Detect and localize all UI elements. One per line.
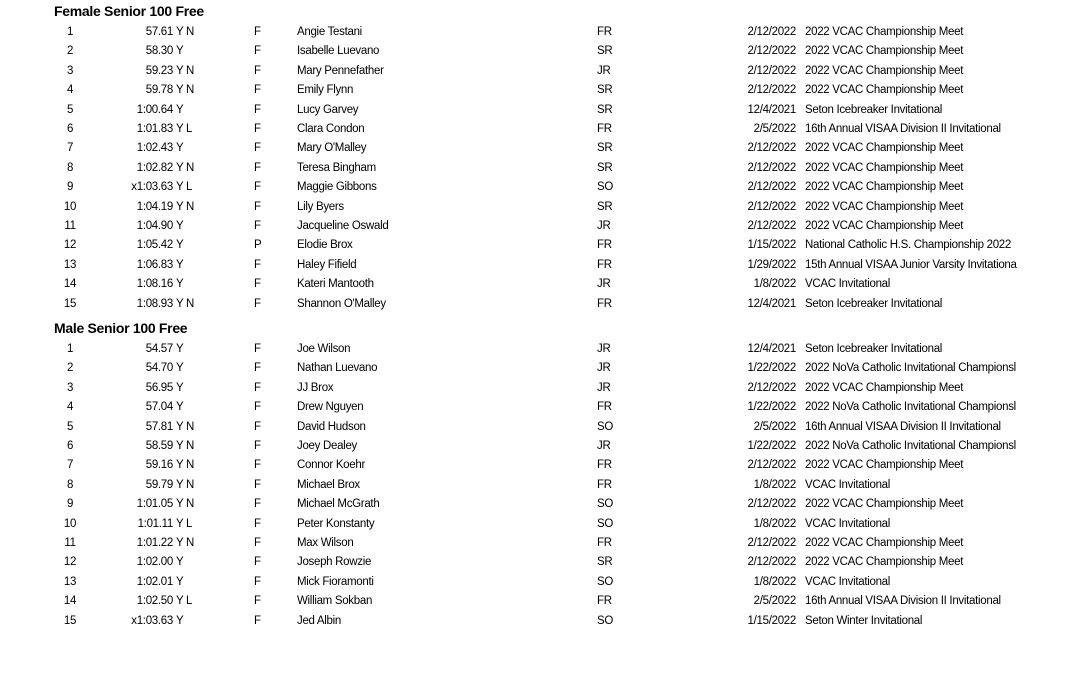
meet-name: 2022 VCAC Championship Meet	[805, 537, 964, 549]
swimmer-name: Isabelle Luevano	[297, 45, 380, 58]
result-place: 12	[63, 556, 77, 569]
result-time: 1:02.00	[136, 556, 173, 569]
swimmer-name: Connor Koehr	[297, 459, 365, 472]
class-year: SR	[597, 142, 613, 155]
result-course: F	[254, 362, 261, 375]
result-flags: Y N	[176, 478, 195, 491]
result-flags: Y	[176, 258, 184, 271]
class-year: JR	[597, 343, 611, 355]
meet-name: 16th Annual VISAA Division II Invitational	[805, 420, 1001, 433]
result-course: F	[254, 420, 261, 433]
table-row	[0, 295, 1080, 314]
result-course: F	[254, 381, 261, 394]
table-row	[0, 275, 1080, 294]
result-time: 1:02.01	[136, 575, 173, 588]
result-flags: Y N	[176, 64, 195, 77]
swimmer-name: JJ Brox	[297, 381, 334, 394]
table-row	[0, 476, 1080, 495]
swimmer-name: Michael McGrath	[297, 498, 380, 511]
result-flags: Y N	[176, 420, 195, 433]
swimmer-name: Mary Pennefather	[297, 64, 384, 77]
result-time: 1:08.16	[136, 278, 173, 291]
result-place: 2	[66, 45, 74, 58]
class-year: SO	[597, 614, 614, 627]
result-flags: Y N	[176, 537, 195, 549]
result-course: F	[254, 498, 261, 511]
meet-date: 2/12/2022	[747, 181, 796, 194]
table-row	[0, 534, 1080, 553]
result-course: F	[254, 297, 261, 310]
meet-date: 1/8/2022	[753, 478, 796, 491]
result-place: 7	[66, 459, 74, 472]
meet-date: 2/12/2022	[747, 220, 796, 232]
result-place: 6	[66, 123, 74, 135]
meet-name: Seton Icebreaker Invitational	[805, 103, 943, 116]
swimmer-name: Peter Konstanty	[297, 517, 375, 530]
meet-name: 15th Annual VISAA Junior Varsity Invitationa	[805, 258, 1017, 271]
class-year: SR	[597, 45, 613, 58]
meet-date: 12/4/2021	[747, 297, 796, 310]
meet-date: 2/12/2022	[747, 84, 796, 97]
meet-date: 2/5/2022	[753, 595, 796, 608]
meet-name: 2022 VCAC Championship Meet	[805, 381, 964, 394]
table-row	[0, 359, 1080, 378]
result-flags: Y L	[176, 181, 193, 194]
result-place: 14	[63, 278, 77, 291]
section-title-female-senior-100-free: Female Senior 100 Free	[54, 3, 204, 19]
swimmer-name: Mick Fioramonti	[297, 575, 374, 588]
table-row	[0, 178, 1080, 197]
table-row	[0, 236, 1080, 255]
result-place: 7	[66, 142, 74, 155]
result-place: 8	[66, 161, 74, 174]
class-year: SO	[597, 420, 614, 433]
result-flags: Y	[176, 614, 184, 627]
result-course: F	[254, 614, 261, 627]
result-flags: Y	[176, 220, 184, 232]
result-time: 1:01.83	[136, 123, 173, 135]
swimmer-name: Lily Byers	[297, 200, 344, 213]
swimmer-name: Shannon O'Malley	[297, 297, 386, 310]
result-place: 11	[64, 537, 76, 549]
result-place: 3	[66, 64, 74, 77]
class-year: SO	[597, 575, 614, 588]
class-year: SR	[597, 161, 613, 174]
result-place: 10	[63, 200, 77, 213]
result-place: 10	[63, 517, 77, 530]
meet-name: Seton Winter Invitational	[805, 614, 923, 627]
table-row	[0, 139, 1080, 158]
meet-date: 1/8/2022	[753, 575, 796, 588]
class-year: SR	[597, 556, 613, 569]
result-time: 1:01.22	[136, 537, 173, 549]
result-course: F	[254, 575, 261, 588]
result-time: 59.23	[145, 64, 173, 77]
result-place: 3	[66, 381, 74, 394]
result-flags: Y	[176, 575, 184, 588]
meet-date: 2/12/2022	[747, 45, 796, 58]
meet-date: 2/12/2022	[747, 200, 796, 213]
result-flags: Y N	[176, 26, 195, 38]
result-time: 58.30	[145, 45, 173, 58]
table-row	[0, 456, 1080, 475]
result-flags: Y	[176, 239, 184, 252]
swimmer-name: Joe Wilson	[297, 343, 351, 355]
result-time: 1:01.05	[136, 498, 173, 511]
result-course: F	[254, 478, 261, 491]
result-place: 13	[63, 258, 77, 271]
result-place: 9	[66, 181, 74, 194]
meet-date: 1/29/2022	[747, 258, 796, 271]
result-time: 54.70	[145, 362, 173, 375]
meet-date: 12/4/2021	[747, 103, 796, 116]
result-flags: Y	[176, 278, 184, 291]
result-time: 57.81	[145, 420, 173, 433]
class-year: FR	[597, 258, 612, 271]
result-place: 2	[66, 362, 74, 375]
table-row	[0, 495, 1080, 514]
swimmer-name: William Sokban	[297, 595, 373, 608]
result-time: 58.59	[145, 440, 173, 452]
meet-date: 2/12/2022	[747, 161, 796, 174]
swimmer-name: Angie Testani	[297, 26, 362, 38]
result-course: F	[254, 401, 261, 414]
result-course: F	[254, 181, 261, 194]
class-year: FR	[597, 297, 612, 310]
swimmer-name: Nathan Luevano	[297, 362, 378, 375]
class-year: JR	[597, 362, 611, 375]
meet-name: 2022 VCAC Championship Meet	[805, 200, 964, 213]
meet-date: 2/5/2022	[753, 123, 796, 135]
result-place: 9	[66, 498, 74, 511]
table-row	[0, 418, 1080, 437]
meet-name: VCAC Invitational	[805, 478, 891, 491]
meet-name: 2022 NoVa Catholic Invitational Championsl	[805, 401, 1016, 414]
meet-date: 2/12/2022	[747, 26, 796, 38]
result-flags: Y	[176, 45, 184, 58]
meet-name: 2022 VCAC Championship Meet	[805, 181, 964, 194]
result-time: 1:05.42	[136, 239, 173, 252]
meet-name: VCAC Invitational	[805, 278, 891, 291]
swimmer-name: Lucy Garvey	[297, 103, 359, 116]
table-row	[0, 612, 1080, 631]
result-flags: Y N	[176, 84, 195, 97]
meet-name: VCAC Invitational	[805, 517, 891, 530]
table-row	[0, 101, 1080, 120]
meet-date: 1/22/2022	[747, 440, 796, 452]
result-time: 59.79	[145, 478, 173, 491]
result-time: 1:02.50	[136, 595, 173, 608]
meet-date: 1/8/2022	[753, 278, 796, 291]
table-row	[0, 62, 1080, 81]
section-title-male-senior-100-free: Male Senior 100 Free	[54, 320, 188, 336]
result-place: 4	[66, 401, 74, 414]
table-row	[0, 81, 1080, 100]
class-year: JR	[597, 64, 611, 77]
meet-date: 2/12/2022	[747, 459, 796, 472]
meet-name: 16th Annual VISAA Division II Invitational	[805, 123, 1001, 135]
result-course: F	[254, 537, 261, 549]
result-time: 1:01.11	[137, 517, 173, 530]
result-time: x1:03.63	[131, 181, 173, 194]
class-year: SR	[597, 84, 613, 97]
result-flags: Y	[176, 381, 184, 394]
swimmer-name: Jed Albin	[297, 614, 341, 627]
meet-name: 2022 VCAC Championship Meet	[805, 64, 964, 77]
class-year: SR	[597, 200, 613, 213]
class-year: SR	[597, 103, 613, 116]
class-year: FR	[597, 239, 612, 252]
swimmer-name: Clara Condon	[297, 123, 365, 135]
result-course: F	[254, 64, 261, 77]
result-time: 1:08.93	[136, 297, 173, 310]
result-flags: Y	[176, 401, 184, 414]
swimmer-name: Joseph Rowzie	[297, 556, 372, 569]
table-row	[0, 379, 1080, 398]
result-flags: Y N	[176, 297, 195, 310]
result-place: 8	[66, 478, 74, 491]
result-course: F	[254, 258, 261, 271]
class-year: FR	[597, 401, 612, 414]
result-course: F	[254, 45, 261, 58]
meet-date: 1/15/2022	[747, 239, 796, 252]
table-row	[0, 120, 1080, 139]
swimmer-name: Haley Fifield	[297, 258, 357, 271]
result-place: 1	[66, 26, 74, 38]
result-place: 5	[66, 103, 74, 116]
table-row	[0, 398, 1080, 417]
result-course: F	[254, 278, 261, 291]
class-year: SO	[597, 498, 614, 511]
result-flags: Y	[176, 556, 184, 569]
result-place: 6	[66, 440, 74, 452]
result-course: F	[254, 84, 261, 97]
result-course: F	[254, 161, 261, 174]
result-course: P	[254, 239, 262, 252]
meet-name: 2022 VCAC Championship Meet	[805, 459, 964, 472]
result-flags: Y N	[176, 498, 195, 511]
result-course: F	[254, 459, 261, 472]
result-flags: Y N	[176, 440, 195, 452]
table-row	[0, 515, 1080, 534]
result-place: 14	[63, 595, 77, 608]
class-year: JR	[597, 381, 611, 394]
meet-date: 1/15/2022	[747, 614, 796, 627]
swimmer-name: Kateri Mantooth	[297, 278, 374, 291]
class-year: FR	[597, 478, 612, 491]
swimmer-name: Jacqueline Oswald	[297, 220, 389, 232]
result-course: F	[254, 556, 261, 569]
table-row	[0, 573, 1080, 592]
swimmer-name: Maggie Gibbons	[297, 181, 377, 194]
meet-name: VCAC Invitational	[805, 575, 891, 588]
class-year: JR	[597, 220, 611, 232]
class-year: JR	[597, 440, 611, 452]
swimmer-name: Teresa Bingham	[297, 161, 376, 174]
result-place: 4	[66, 84, 74, 97]
result-time: 1:02.82	[136, 161, 173, 174]
swimmer-name: Max Wilson	[297, 537, 354, 549]
result-time: 1:02.43	[136, 142, 173, 155]
result-course: F	[254, 26, 261, 38]
meet-name: 16th Annual VISAA Division II Invitational	[805, 595, 1001, 608]
result-course: F	[254, 142, 261, 155]
result-course: F	[254, 200, 261, 213]
result-time: 1:00.64	[136, 103, 173, 116]
result-place: 12	[63, 239, 77, 252]
swimmer-name: Drew Nguyen	[297, 401, 364, 414]
meet-date: 1/22/2022	[747, 362, 796, 375]
result-time: 54.57	[145, 343, 173, 355]
class-year: SO	[597, 517, 614, 530]
meet-name: 2022 VCAC Championship Meet	[805, 84, 964, 97]
meet-name: 2022 NoVa Catholic Invitational Championsl	[805, 362, 1016, 375]
table-row	[0, 159, 1080, 178]
table-row	[0, 592, 1080, 611]
result-flags: Y N	[176, 459, 195, 472]
meet-name: 2022 VCAC Championship Meet	[805, 45, 964, 58]
meet-date: 2/12/2022	[747, 142, 796, 155]
result-time: 1:04.19	[136, 200, 173, 213]
meet-date: 1/22/2022	[747, 401, 796, 414]
class-year: FR	[597, 123, 612, 135]
swimmer-name: Michael Brox	[297, 478, 360, 491]
meet-date: 2/5/2022	[753, 420, 796, 433]
result-time: 1:06.83	[136, 258, 173, 271]
result-time: x1:03.63	[131, 614, 173, 627]
result-course: F	[254, 220, 261, 232]
meet-name: 2022 VCAC Championship Meet	[805, 498, 964, 511]
result-place: 11	[64, 220, 76, 232]
result-course: F	[254, 103, 261, 116]
result-flags: Y	[176, 362, 184, 375]
meet-name: 2022 VCAC Championship Meet	[805, 161, 964, 174]
swimmer-name: Joey Dealey	[297, 440, 357, 452]
meet-date: 12/4/2021	[747, 343, 796, 355]
meet-name: Seton Icebreaker Invitational	[805, 297, 943, 310]
result-flags: Y	[176, 343, 184, 355]
class-year: FR	[597, 26, 612, 38]
result-time: 57.04	[145, 401, 173, 414]
result-course: F	[254, 517, 261, 530]
table-row	[0, 256, 1080, 275]
result-place: 5	[66, 420, 74, 433]
class-year: FR	[597, 595, 612, 608]
result-time: 57.61	[145, 26, 173, 38]
result-time: 1:04.90	[136, 220, 173, 232]
result-place: 1	[66, 343, 74, 355]
class-year: FR	[597, 537, 612, 549]
result-place: 15	[63, 297, 77, 310]
meet-name: 2022 VCAC Championship Meet	[805, 26, 964, 38]
meet-name: 2022 VCAC Championship Meet	[805, 142, 964, 155]
meet-date: 2/12/2022	[747, 537, 796, 549]
table-row	[0, 198, 1080, 217]
result-time: 56.95	[145, 381, 173, 394]
meet-name: Seton Icebreaker Invitational	[805, 343, 943, 355]
result-flags: Y	[176, 103, 184, 116]
table-row	[0, 42, 1080, 61]
meet-name: National Catholic H.S. Championship 2022	[805, 239, 1011, 252]
result-flags: Y L	[176, 517, 193, 530]
meet-date: 2/12/2022	[747, 381, 796, 394]
swimmer-name: Emily Flynn	[297, 84, 354, 97]
result-place: 13	[63, 575, 77, 588]
table-row	[0, 553, 1080, 572]
result-course: F	[254, 343, 261, 355]
table-row	[0, 437, 1080, 456]
result-course: F	[254, 440, 261, 452]
class-year: SO	[597, 181, 614, 194]
swimmer-name: Mary O'Malley	[297, 142, 367, 155]
meet-date: 2/12/2022	[747, 498, 796, 511]
meet-name: 2022 VCAC Championship Meet	[805, 220, 964, 232]
table-row	[0, 23, 1080, 42]
meet-date: 2/12/2022	[747, 556, 796, 569]
result-flags: Y L	[176, 123, 193, 135]
meet-date: 2/12/2022	[747, 64, 796, 77]
result-place: 15	[63, 614, 77, 627]
meet-name: 2022 NoVa Catholic Invitational Championsl	[805, 440, 1016, 452]
swimmer-name: Elodie Brox	[297, 239, 353, 252]
result-time: 59.78	[145, 84, 173, 97]
meet-date: 1/8/2022	[753, 517, 796, 530]
swimmer-name: David Hudson	[297, 420, 366, 433]
table-row	[0, 340, 1080, 359]
result-course: F	[254, 123, 261, 135]
table-row	[0, 217, 1080, 236]
result-flags: Y	[176, 142, 184, 155]
result-flags: Y N	[176, 161, 195, 174]
class-year: JR	[597, 278, 611, 291]
class-year: FR	[597, 459, 612, 472]
meet-name: 2022 VCAC Championship Meet	[805, 556, 964, 569]
result-course: F	[254, 595, 261, 608]
result-flags: Y N	[176, 200, 195, 213]
result-time: 59.16	[145, 459, 173, 472]
result-flags: Y L	[176, 595, 193, 608]
